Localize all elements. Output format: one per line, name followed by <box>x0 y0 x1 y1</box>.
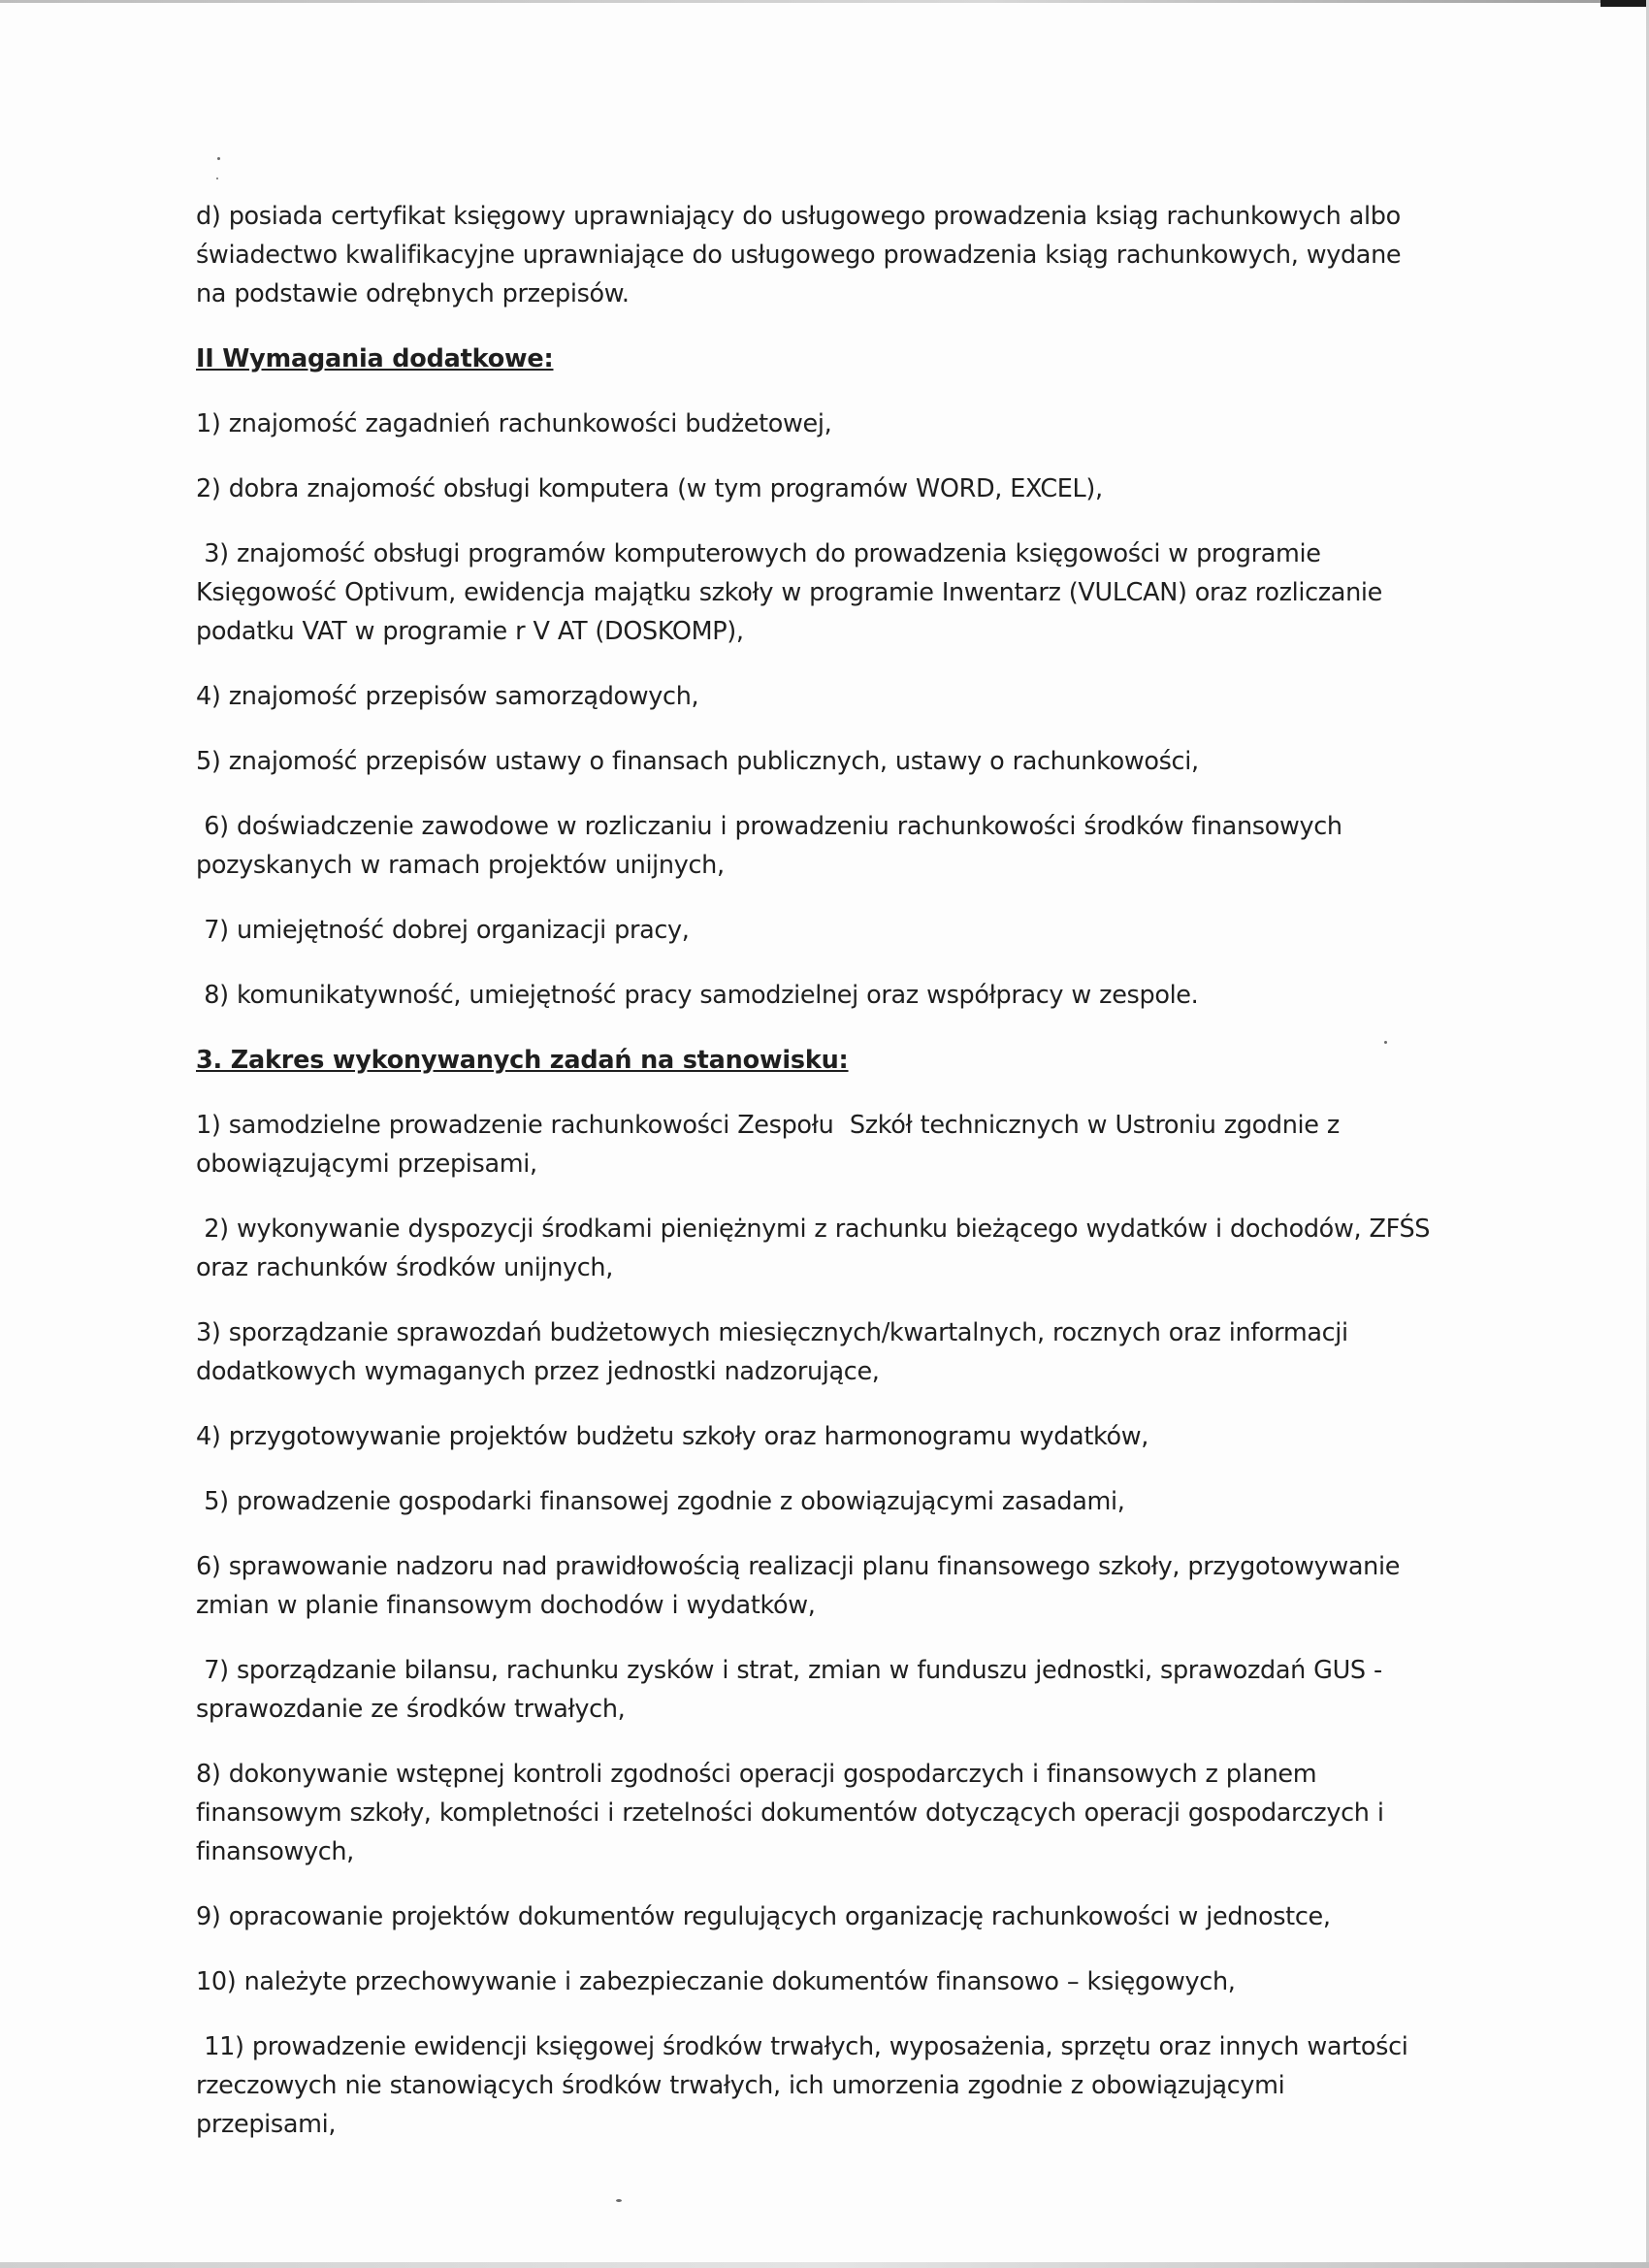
list-paragraph <box>196 1962 1447 2001</box>
list-paragraph <box>196 2027 1447 2144</box>
scan-edge-corner <box>1600 0 1649 7</box>
text-line: 1) znajomość zagadnień rachunkowości budżetowej, <box>196 409 832 438</box>
text-line: dodatkowych wymaganych przez jednostki nadzorujące, <box>196 1357 880 1386</box>
scan-speck <box>217 157 220 160</box>
list-paragraph <box>196 1651 1447 1729</box>
list-paragraph <box>196 405 1447 443</box>
text-line: 11) prowadzenie ewidencji księgowej środków trwałych, wyposażenia, sprzętu oraz innych wartości <box>196 2032 1408 2061</box>
text-line: 2) dobra znajomość obsługi komputera (w tym programów WORD, EXCEL), <box>196 474 1103 503</box>
list-paragraph <box>196 1106 1447 1183</box>
text-line: d) posiada certyfikat księgowy uprawniający do usługowego prowadzenia ksiąg rachunkowych albo <box>196 202 1401 231</box>
text-line: 7) sporządzanie bilansu, rachunku zysków i strat, zmian w funduszu jednostki, sprawozdań GUS - <box>196 1656 1382 1685</box>
list-paragraph <box>196 911 1447 950</box>
section-heading <box>196 340 1447 378</box>
list-paragraph <box>196 677 1447 716</box>
text-line: oraz rachunków środków unijnych, <box>196 1253 613 1282</box>
list-paragraph <box>196 535 1447 651</box>
list-paragraph <box>196 976 1447 1015</box>
text-line: świadectwo kwalifikacyjne uprawniające do usługowego prowadzenia ksiąg rachunkowych, wydane <box>196 241 1402 270</box>
document-body <box>196 197 1447 2170</box>
text-line: 5) prowadzenie gospodarki finansowej zgodnie z obowiązującymi zasadami, <box>196 1487 1125 1516</box>
text-line: 4) znajomość przepisów samorządowych, <box>196 682 699 711</box>
text-line: zmian w planie finansowym dochodów i wydatków, <box>196 1591 816 1620</box>
text-line: 6) sprawowanie nadzoru nad prawidłowością realizacji planu finansowego szkoły, przygotowywanie <box>196 1552 1401 1581</box>
list-paragraph <box>196 1313 1447 1391</box>
list-paragraph <box>196 807 1447 885</box>
text-line: 8) komunikatywność, umiejętność pracy samodzielnej oraz współpracy w zespole. <box>196 981 1199 1010</box>
text-line: 10) należyte przechowywanie i zabezpieczanie dokumentów finansowo – księgowych, <box>196 1967 1236 1996</box>
list-paragraph <box>196 1210 1447 1287</box>
text-line: 4) przygotowywanie projektów budżetu szkoły oraz harmonogramu wydatków, <box>196 1422 1149 1451</box>
list-paragraph <box>196 1755 1447 1871</box>
text-line: 3) sporządzanie sprawozdań budżetowych miesięcznych/kwartalnych, rocznych oraz informacji <box>196 1318 1348 1347</box>
list-paragraph <box>196 470 1447 508</box>
scan-edge-bottom <box>0 2262 1649 2268</box>
list-paragraph <box>196 742 1447 781</box>
text-line: 2) wykonywanie dyspozycji środkami pieniężnymi z rachunku bieżącego wydatków i dochodów, ZFŚS <box>196 1215 1431 1244</box>
scan-speck <box>616 2199 622 2202</box>
list-paragraph <box>196 1482 1447 1521</box>
text-line: pozyskanych w ramach projektów unijnych, <box>196 851 725 880</box>
text-line: przepisami, <box>196 2110 337 2139</box>
text-line: na podstawie odrębnych przepisów. <box>196 279 630 308</box>
text-line: rzeczowych nie stanowiących środków trwałych, ich umorzenia zgodnie z obowiązującymi <box>196 2071 1285 2100</box>
text-line: sprawozdanie ze środków trwałych, <box>196 1695 626 1724</box>
text-line: II Wymagania dodatkowe: <box>196 344 554 373</box>
text-line: 3) znajomość obsługi programów komputerowych do prowadzenia księgowości w programie <box>196 539 1321 568</box>
text-line: 8) dokonywanie wstępnej kontroli zgodności operacji gospodarczych i finansowych z planem <box>196 1760 1317 1789</box>
list-paragraph <box>196 1897 1447 1936</box>
text-line: obowiązującymi przepisami, <box>196 1150 537 1179</box>
list-paragraph <box>196 1547 1447 1625</box>
text-line: 1) samodzielne prowadzenie rachunkowości Zespołu Szkół technicznych w Ustroniu zgodnie z <box>196 1111 1340 1140</box>
text-line: 9) opracowanie projektów dokumentów regulujących organizację rachunkowości w jednostce, <box>196 1902 1331 1931</box>
text-line: podatku VAT w programie r V AT (DOSKOMP), <box>196 617 744 646</box>
scan-speck <box>216 178 218 179</box>
text-line: Księgowość Optivum, ewidencja majątku szkoły w programie Inwentarz (VULCAN) oraz rozliczanie <box>196 578 1382 607</box>
section-heading <box>196 1041 1447 1080</box>
list-paragraph <box>196 197 1447 313</box>
text-line: 3. Zakres wykonywanych zadań na stanowisku: <box>196 1046 849 1075</box>
text-line: finansowym szkoły, kompletności i rzetelności dokumentów dotyczących operacji gospodarczych i <box>196 1798 1384 1828</box>
text-line: 6) doświadczenie zawodowe w rozliczaniu i prowadzeniu rachunkowości środków finansowych <box>196 812 1342 841</box>
text-line: 5) znajomość przepisów ustawy o finansach publicznych, ustawy o rachunkowości, <box>196 747 1199 776</box>
text-line: 7) umiejętność dobrej organizacji pracy, <box>196 916 690 945</box>
scan-edge-top <box>0 0 1649 3</box>
list-paragraph <box>196 1417 1447 1456</box>
text-line: finansowych, <box>196 1837 354 1866</box>
